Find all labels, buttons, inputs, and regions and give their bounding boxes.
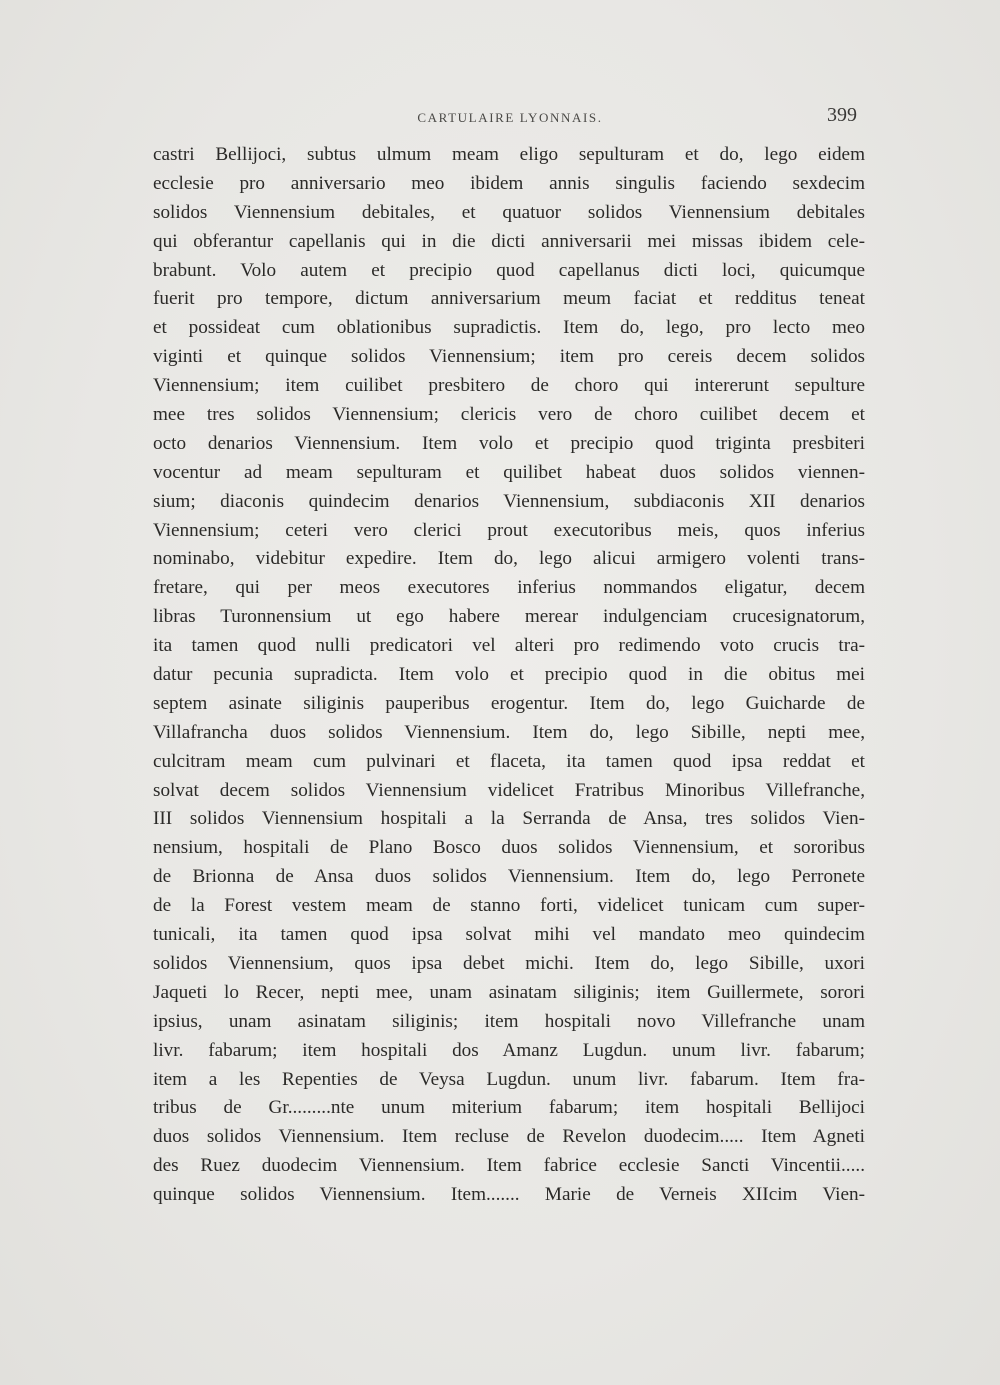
text-line: vocentur ad meam sepulturam et quilibet habeat duos solidos viennen- (153, 461, 865, 483)
text-line: Viennensium; ceteri vero clerici prout executoribus meis, quos inferius (153, 519, 865, 541)
text-line: livr. fabarum; item hospitali dos Amanz Lugdun. unum livr. fabarum; (153, 1039, 865, 1061)
text-line: qui obferantur capellanis qui in die dicti anniversarii mei missas ibidem cele- (153, 230, 865, 252)
text-line: ita tamen quod nulli predicatori vel alteri pro redimendo voto crucis tra- (153, 635, 865, 657)
text-line: des Ruez duodecim Viennensium. Item fabrice ecclesie Sancti Vincentii..... (153, 1155, 865, 1177)
text-line: de la Forest vestem meam de stanno forti, videlicet tunicam cum super- (153, 895, 865, 917)
body-text (153, 141, 865, 1210)
text-line: septem asinate siliginis pauperibus erogentur. Item do, lego Guicharde de (153, 692, 865, 714)
text-line: octo denarios Viennensium. Item volo et precipio quod triginta presbiteri (153, 432, 865, 454)
text-line: III solidos Viennensium hospitali a la Serranda de Ansa, tres solidos Vien- (153, 808, 865, 830)
text-line: duos solidos Viennensium. Item recluse de Revelon duodecim..... Item Agneti (153, 1126, 865, 1148)
text-line: fuerit pro tempore, dictum anniversarium meum faciat et redditus teneat (153, 288, 865, 310)
page-number: 399 (827, 104, 857, 126)
text-line: solvat decem solidos Viennensium videlicet Fratribus Minoribus Villefranche, (153, 779, 865, 801)
text-line: Villafrancha duos solidos Viennensium. Item do, lego Sibille, nepti mee, (153, 721, 865, 743)
text-line: sium; diaconis quindecim denarios Viennensium, subdiaconis XII denarios (153, 490, 865, 512)
text-line: tunicali, ita tamen quod ipsa solvat mihi vel mandato meo quindecim (153, 924, 865, 946)
text-line: solidos Viennensium debitales, et quatuor solidos Viennensium debitales (153, 201, 865, 223)
text-line: solidos Viennensium, quos ipsa debet michi. Item do, lego Sibille, uxori (153, 952, 865, 974)
text-line: nensium, hospitali de Plano Bosco duos solidos Viennensium, et sororibus (153, 837, 865, 859)
running-title: CARTULAIRE LYONNAIS. (417, 110, 603, 125)
text-line: fretare, qui per meos executores inferius nommandos eligatur, decem (153, 577, 865, 599)
text-line: ecclesie pro anniversario meo ibidem annis singulis faciendo sexdecim (153, 172, 865, 194)
text-line: nominabo, videbitur expedire. Item do, lego alicui armigero volenti trans- (153, 548, 865, 570)
text-line: culcitram meam cum pulvinari et flaceta, ita tamen quod ipsa reddat et (153, 750, 865, 772)
text-line: ipsius, unam asinatam siliginis; item hospitali novo Villefranche unam (153, 1010, 865, 1032)
text-line: brabunt. Volo autem et precipio quod capellanus dicti loci, quicumque (153, 259, 865, 281)
text-line: libras Turonnensium ut ego habere merear indulgenciam crucesignatorum, (153, 606, 865, 628)
page-header (155, 104, 865, 134)
text-line: Viennensium; item cuilibet presbitero de choro qui intererunt sepulture (153, 375, 865, 397)
text-line: et possideat cum oblationibus supradictis. Item do, lego, pro lecto meo (153, 317, 865, 339)
text-line: datur pecunia supradicta. Item volo et precipio quod in die obitus mei (153, 664, 865, 686)
text-line: Jaqueti lo Recer, nepti mee, unam asinatam siliginis; item Guillermete, sorori (153, 981, 865, 1003)
text-line: de Brionna de Ansa duos solidos Viennensium. Item do, lego Perronete (153, 866, 865, 888)
text-line: mee tres solidos Viennensium; clericis vero de choro cuilibet decem et (153, 404, 865, 426)
text-line: castri Bellijoci, subtus ulmum meam eligo sepulturam et do, lego eidem (153, 144, 865, 165)
text-line: quinque solidos Viennensium. Item....... Marie de Verneis XIIcim Vien- (153, 1184, 865, 1206)
text-line: viginti et quinque solidos Viennensium; item pro cereis decem solidos (153, 346, 865, 368)
text-line: tribus de Gr.........nte unum miterium fabarum; item hospitali Bellijoci (153, 1097, 865, 1119)
text-line: item a les Repenties de Veysa Lugdun. unum livr. fabarum. Item fra- (153, 1068, 865, 1090)
